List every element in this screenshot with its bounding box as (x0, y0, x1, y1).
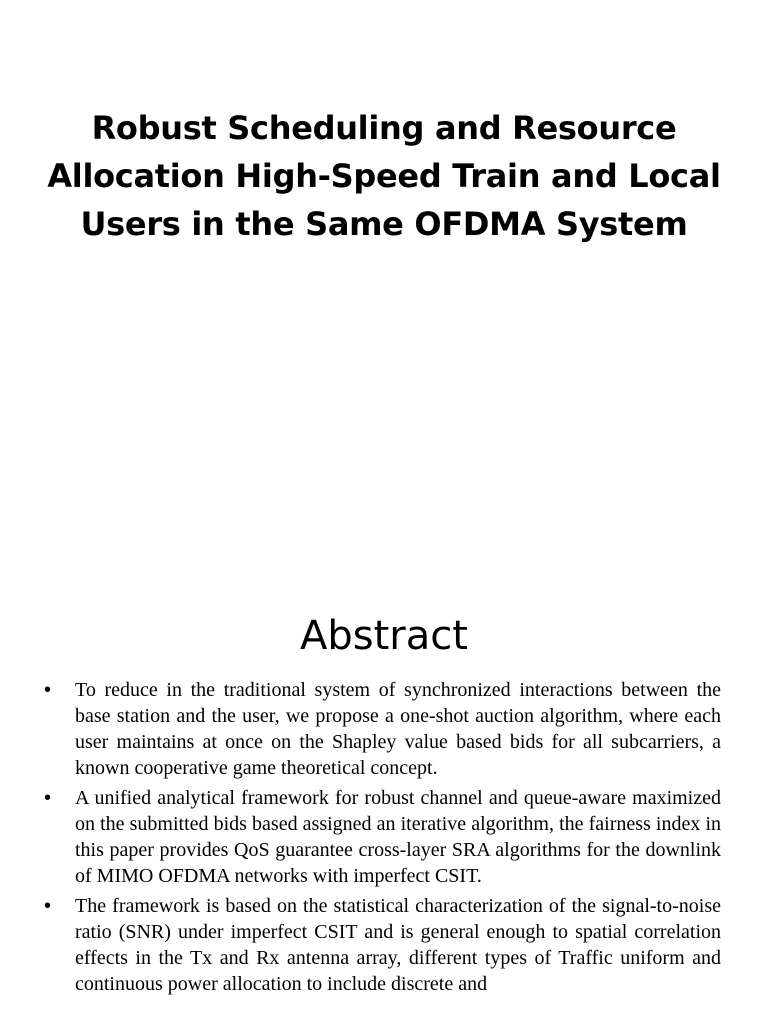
bullet-icon: • (44, 679, 52, 701)
slide-title: Robust Scheduling and Resource Allocation High-Speed Train and Local Users in the Same OFDMA System (47, 109, 721, 243)
abstract-bullet-list (40, 677, 721, 1001)
abstract-bullet-item (40, 785, 721, 889)
abstract-heading: Abstract (300, 613, 468, 659)
abstract-bullet-item (40, 893, 721, 997)
bullet-icon: • (44, 787, 52, 809)
abstract-bullet-text: A unified analytical framework for robust channel and queue-aware maximized on the submitted bids based assigned an iterative algorithm, the fairness index in this paper provides QoS guarantee cross-layer SRA algorithms for the downlink of MIMO OFDMA networks with imperfect CSIT. (75, 787, 721, 887)
bullet-icon: • (44, 895, 52, 917)
abstract-bullet-item (40, 677, 721, 781)
abstract-bullet-text: The framework is based on the statistical characterization of the signal-to-noise ratio (SNR) under imperfect CSIT and is general enough to spatial correlation effects in the Tx and Rx antenna array, different types of Traffic uniform and continuous power allocation to include discrete and (75, 895, 721, 995)
abstract-bullet-text: To reduce in the traditional system of synchronized interactions between the base station and the user, we propose a one-shot auction algorithm, where each user maintains at once on the Shapley value based bids for all subcarriers, a known cooperative game theoretical concept. (75, 679, 721, 779)
